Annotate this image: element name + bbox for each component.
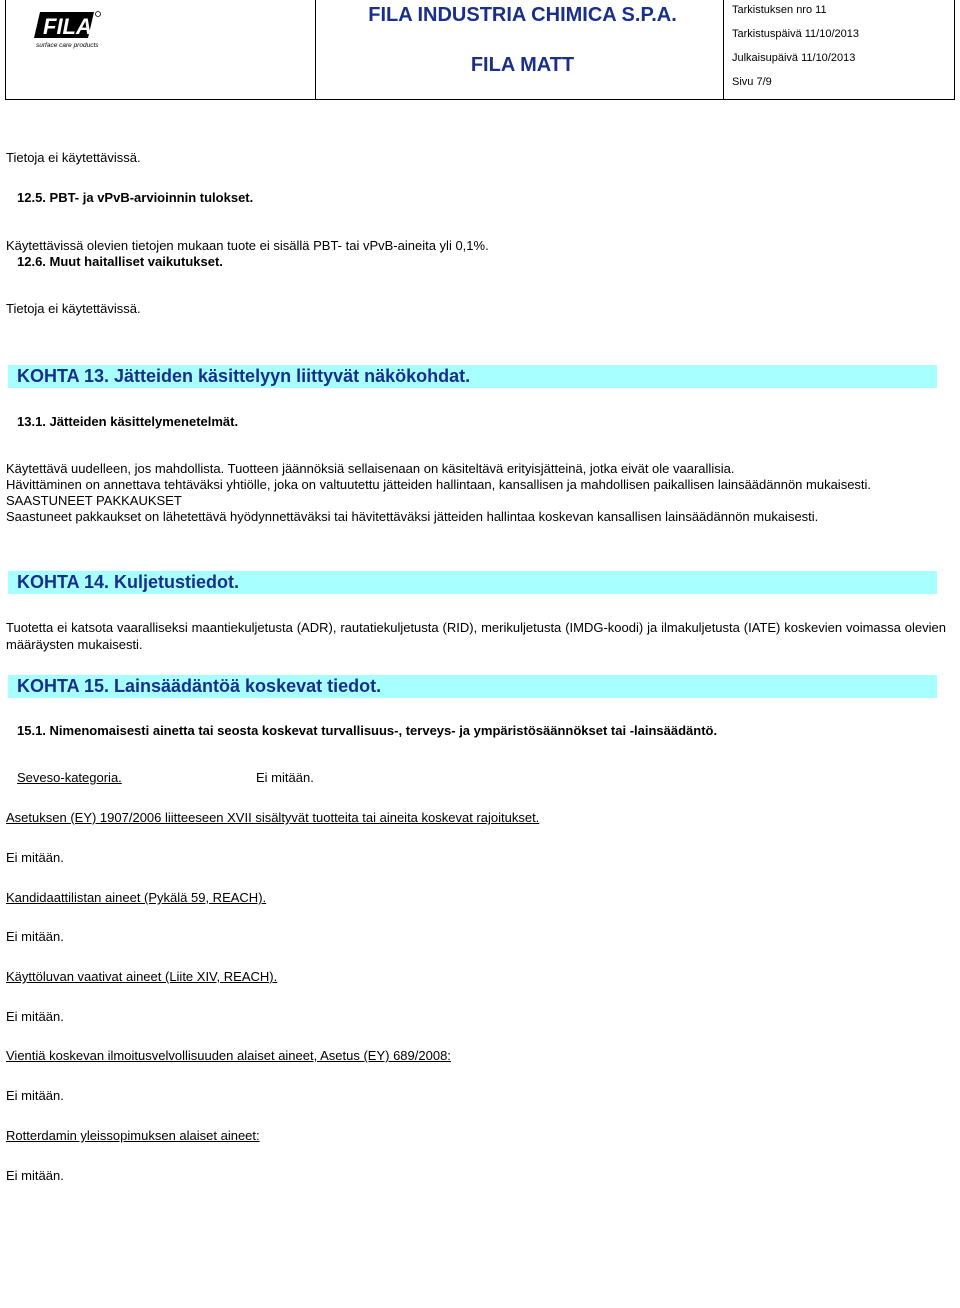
section-15-band (8, 675, 937, 698)
rotterdam-value: Ei mitään. (6, 1168, 64, 1183)
product-name: FILA MATT (470, 54, 575, 76)
transport-text: Tuotetta ei katsota vaaralliseksi maantiekuljetusta (ADR), rautatiekuljetusta (RID), merikuljetusta (IMDG-koodi) ja ilmakuljetusta (IATE) koskevien voimassa olevien määräysten mukaisesti. (6, 620, 946, 652)
annex17-value: Ei mitään. (6, 850, 64, 865)
authorisation-label: Käyttöluvan vaativat aineet (Liite XIV, REACH). (6, 969, 278, 984)
section-13-band (8, 365, 937, 388)
waste-text-line: SAASTUNEET PAKKAUKSET (6, 493, 182, 508)
svg-text:FILA: FILA (43, 14, 92, 39)
rotterdam-label: Rotterdamin yleissopimuksen alaiset aineet: (6, 1128, 260, 1143)
subheading-15-1: 15.1. Nimenomaisesti ainetta tai seosta koskevat turvallisuus-, terveys- ja ympäristösäännökset tai -lainsäädäntö. (17, 723, 718, 738)
seveso-value: Ei mitään. (256, 770, 314, 785)
section-13-title: KOHTA 13. Jätteiden käsittelyyn liittyvät näkökohdat. (17, 366, 471, 386)
header-meta (723, 0, 955, 99)
seveso-label: Seveso-kategoria. (17, 770, 122, 785)
export-notification-value: Ei mitään. (6, 1088, 64, 1103)
page-number: Sivu 7/9 (732, 76, 772, 88)
authorisation-value: Ei mitään. (6, 1009, 64, 1024)
fila-logo-icon (34, 10, 104, 50)
no-data-text: Tietoja ei käytettävissä. (6, 301, 141, 316)
subheading-12-6: 12.6. Muut haitalliset vaikutukset. (17, 254, 223, 269)
logo-box (6, 0, 316, 99)
subheading-13-1: 13.1. Jätteiden käsittelymenetelmät. (17, 414, 239, 429)
publish-date: Julkaisupäivä 11/10/2013 (732, 52, 856, 64)
section-14-band (8, 571, 937, 594)
subheading-12-5: 12.5. PBT- ja vPvB-arvioinnin tulokset. (17, 190, 254, 205)
export-notification-label: Vientiä koskevan ilmoitusvelvollisuuden alaiset aineet, Asetus (EY) 689/2008: (6, 1048, 451, 1063)
pbt-text: Käytettävissä olevien tietojen mukaan tuote ei sisällä PBT- tai vPvB-aineita yli 0,1%. (6, 238, 489, 253)
revision-number: Tarkistuksen nro 11 (732, 4, 827, 16)
candidate-list-value: Ei mitään. (6, 929, 64, 944)
section-15-title: KOHTA 15. Lainsäädäntöä koskevat tiedot. (17, 676, 382, 696)
waste-text-line: Käytettävä uudelleen, jos mahdollista. Tuotteen jäännöksiä sellaisenaan on käsiteltävä erityisjätteinä, jotka eivät ole vaarallisia. (6, 461, 735, 476)
section-14-title: KOHTA 14. Kuljetustiedot. (17, 572, 240, 592)
candidate-list-label: Kandidaattilistan aineet (Pykälä 59, REACH). (6, 890, 267, 905)
svg-text:surface care products: surface care products (36, 42, 99, 49)
company-name: FILA INDUSTRIA CHIMICA S.P.A. (368, 4, 677, 26)
no-data-text: Tietoja ei käytettävissä. (6, 150, 141, 165)
revision-date: Tarkistuspäivä 11/10/2013 (732, 28, 859, 40)
annex17-label: Asetuksen (EY) 1907/2006 liitteeseen XVII sisältyvät tuotteita tai aineita koskevat rajoitukset. (6, 810, 540, 825)
waste-text-line: Saastuneet pakkaukset on lähetettävä hyödynnettäväksi tai hävitettäväksi jätteiden hallintaa koskevan kansallisen lainsäädännön mukaisesti. (6, 509, 819, 524)
document-header (5, 0, 955, 100)
waste-text-line: Hävittäminen on annettava tehtäväksi yhtiölle, joka on valtuutettu jätteiden hallintaan, kansallisen ja mahdollisen paikallisen lainsäädännön mukaisesti. (6, 477, 872, 492)
